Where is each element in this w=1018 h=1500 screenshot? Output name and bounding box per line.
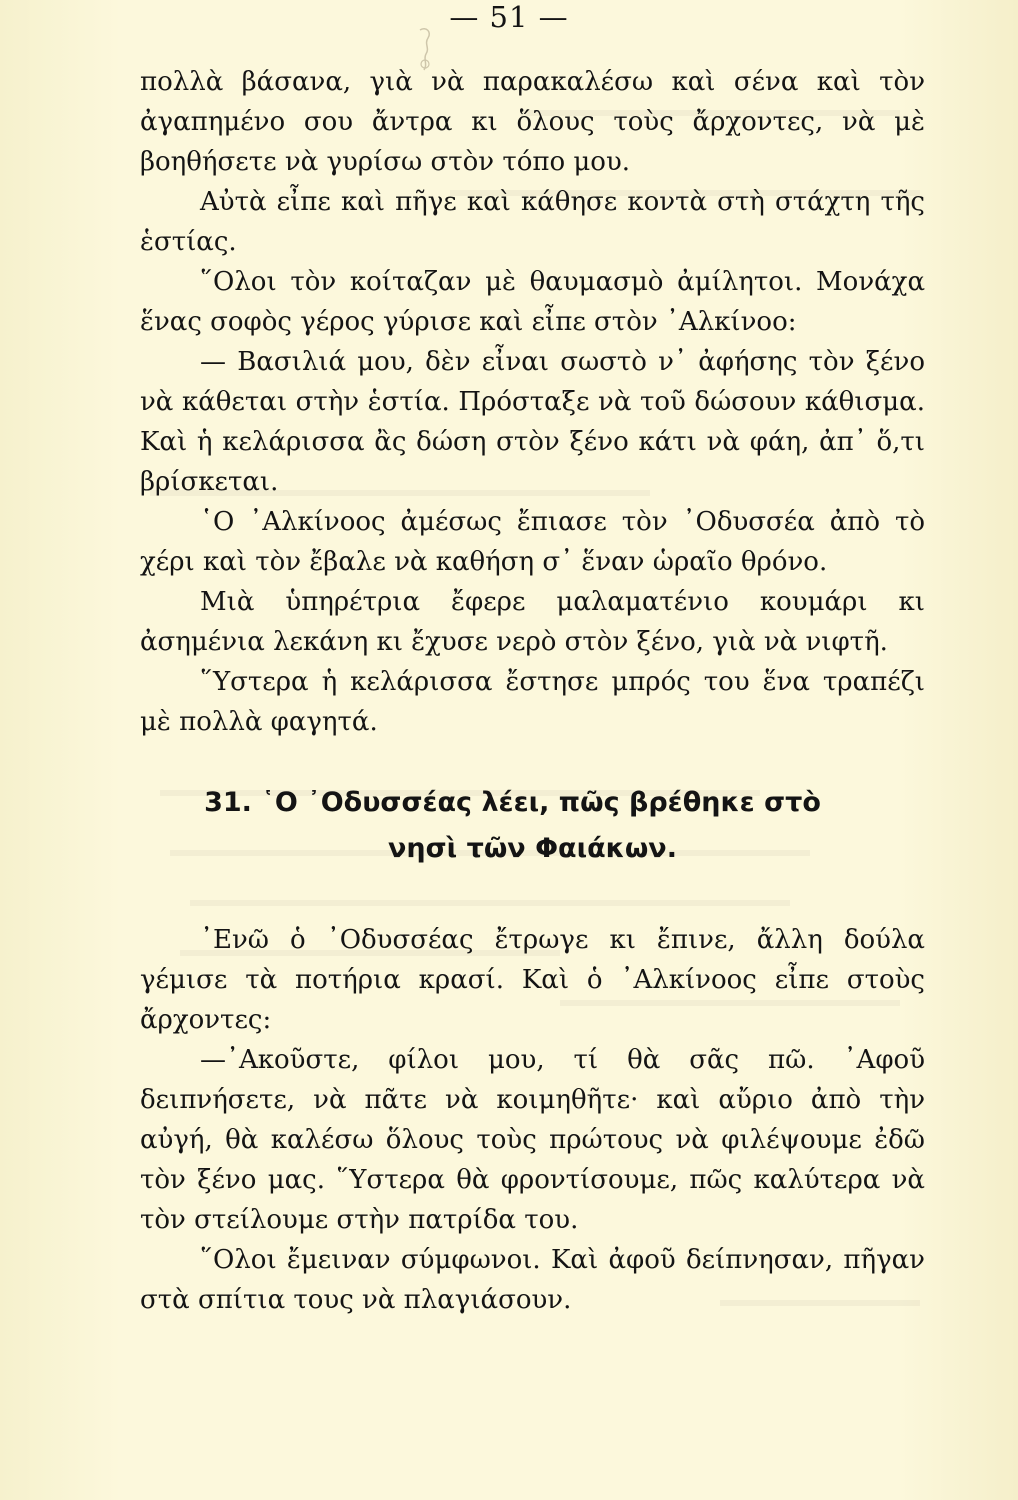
paragraph: —᾿Ακοῦστε, φίλοι μου, τί θὰ σᾶς πῶ. ᾿Αφοῦ δειπνήσετε, νὰ πᾶτε νὰ κοιμηθῆτε· καὶ αὔριο ἀπὸ τὴν αὐγή, θὰ καλέσω ὅλους τοὺς πρώτους νὰ φιλέψουμε ἐδῶ τὸν ξένο μας. ῞Υστερα θὰ φροντίσουμε, πῶς καλύτερα νὰ τὸν στείλουμε στὴν πατρίδα του.: [140, 1045, 925, 1235]
section-heading-line: 31. ῾Ο ᾿Οδυσσέας λέει, πῶς βρέθηκε στὸ: [204, 787, 821, 818]
page-number: — 51 —: [449, 0, 569, 34]
paragraph: ῞Υστερα ἡ κελάρισσα ἔστησε μπρός του ἕνα τραπέζι μὲ πολλὰ φαγητά.: [140, 667, 925, 737]
main-text: [140, 62, 925, 1320]
paragraph: Μιὰ ὑπηρέτρια ἔφερε μαλαματένιο κουμάρι κι ἀσημένια λεκάνη κι ἔχυσε νερὸ στὸν ξένο, γιὰ νὰ νιφτῆ.: [140, 587, 925, 657]
paragraph: ῾Ο ᾿Αλκίνοος ἀμέσως ἔπιασε τὸν ᾿Οδυσσέα ἀπὸ τὸ χέρι καὶ τὸν ἔβαλε νὰ καθήση σ᾿ ἕναν ὡραῖο θρόνο.: [140, 507, 925, 577]
section-heading-line: νησὶ τῶν Φαιάκων.: [388, 833, 677, 864]
paragraph: ᾿Ενῶ ὁ ᾿Οδυσσέας ἔτρωγε κι ἔπινε, ἄλλη δούλα γέμισε τὰ ποτήρια κρασί. Καὶ ὁ ᾿Αλκίνοος εἶπε στοὺς ἄρχοντες:: [140, 925, 925, 1035]
paragraph: πολλὰ βάσανα, γιὰ νὰ παρακαλέσω καὶ σένα καὶ τὸν ἀγαπημένο σου ἄντρα κι ὅλους τοὺς ἄρχοντες, νὰ μὲ βοηθήσετε νὰ γυρίσω στὸν τόπο μου.: [140, 67, 925, 177]
paragraph: — Βασιλιά μου, δὲν εἶναι σωστὸ ν᾿ ἀφήσης τὸν ξένο νὰ κάθεται στὴν ἑστία. Πρόσταξε νὰ τοῦ δώσουν κάθισμα. Καὶ ἡ κελάρισσα ἂς δώση στὸν ξένο κάτι νὰ φάη, ἀπ᾿ ὅ,τι βρίσκεται.: [140, 347, 925, 497]
section-heading: [140, 780, 925, 872]
paragraph: ῞Ολοι ἔμειναν σύμφωνοι. Καὶ ἀφοῦ δείπνησαν, πῆγαν στὰ σπίτια τους νὰ πλαγιάσουν.: [140, 1245, 925, 1315]
paragraph: Αὐτὰ εἶπε καὶ πῆγε καὶ κάθησε κοντὰ στὴ στάχτη τῆς ἑστίας.: [140, 187, 925, 257]
paragraph: ῞Ολοι τὸν κοίταζαν μὲ θαυμασμὸ ἀμίλητοι. Μονάχα ἕνας σοφὸς γέρος γύρισε καὶ εἶπε στὸν ᾿Αλκίνοο:: [140, 267, 925, 337]
